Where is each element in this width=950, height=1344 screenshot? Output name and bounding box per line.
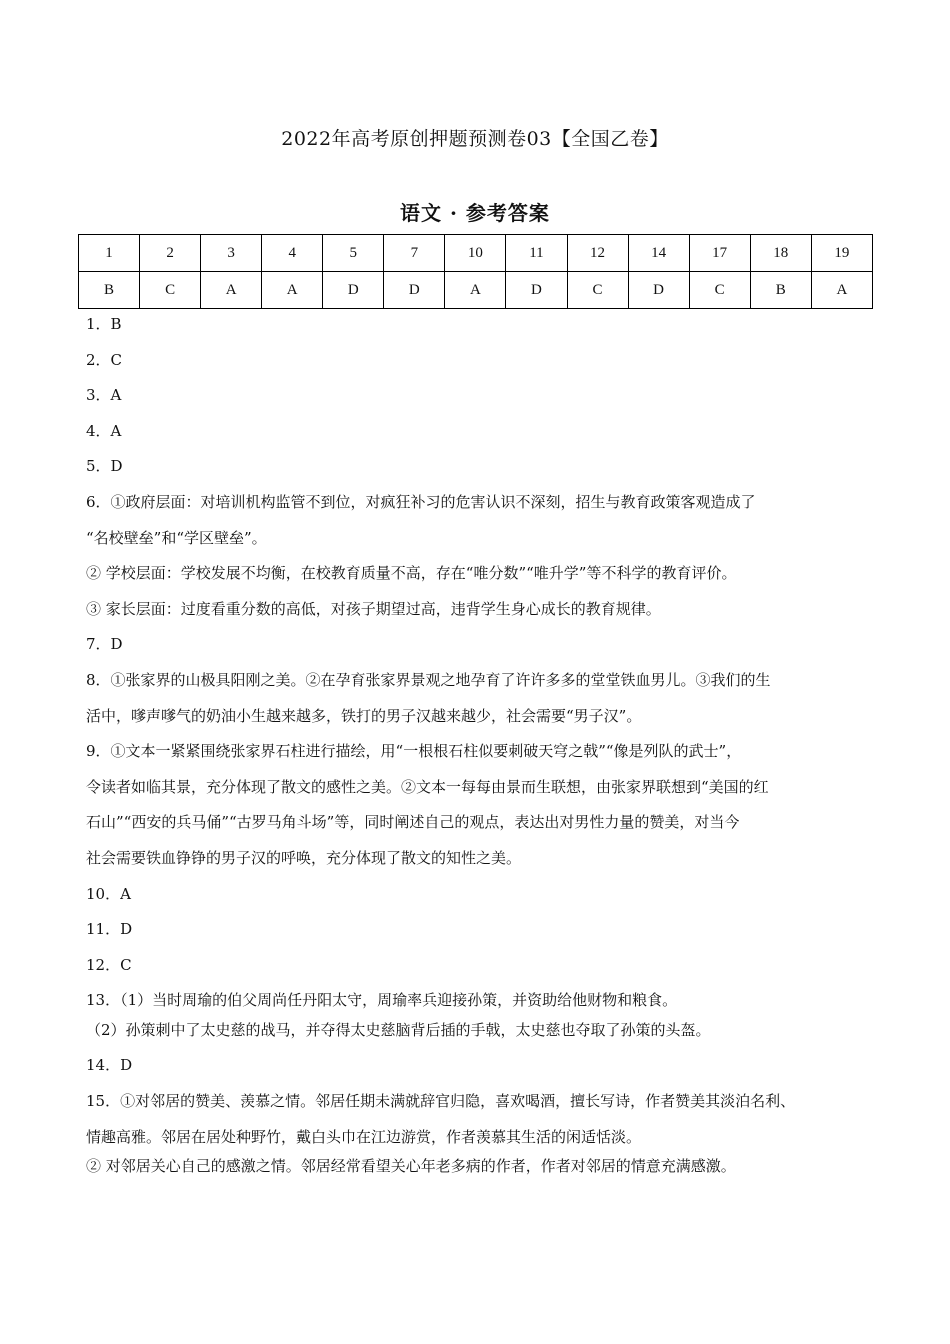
answer-cell: A xyxy=(201,272,262,309)
answer-line: （2）孙策刺中了太史慈的战马，并夺得太史慈脑背后插的手戟，太史慈也夺取了孙策的头盔。 xyxy=(86,1020,711,1039)
answer-cell: A xyxy=(811,272,872,309)
answer-line: “名校壁垒”和“学区壁垒”。 xyxy=(86,528,267,547)
answer-cell: D xyxy=(384,272,445,309)
answer-cell: A xyxy=(262,272,323,309)
answer-line: 活中，嗲声嗲气的奶油小生越来越多，铁打的男子汉越来越少，社会需要“男子汉”。 xyxy=(86,706,642,725)
question-number-cell: 3 xyxy=(201,235,262,272)
answer-cell: C xyxy=(140,272,201,309)
answer-cell: C xyxy=(567,272,628,309)
answer-cell: D xyxy=(323,272,384,309)
answer-line: 2．C xyxy=(86,350,123,369)
answer-line: 情趣高雅。邻居在居处种野竹，戴白头巾在江边游赏，作者羡慕其生活的闲适恬淡。 xyxy=(86,1127,642,1146)
answer-line: 15．①对邻居的赞美、羡慕之情。邻居任期未满就辞官归隐，喜欢喝酒，擅长写诗，作者赞美其淡泊名利、 xyxy=(86,1091,796,1110)
answer-line: ③ 家长层面：过度看重分数的高低，对孩子期望过高，违背学生身心成长的教育规律。 xyxy=(86,599,661,618)
question-number-cell: 10 xyxy=(445,235,506,272)
answer-line: 14．D xyxy=(86,1056,133,1075)
answer-line: 9．①文本一紧紧围绕张家界石柱进行描绘，用“一根根石柱似要刺破天穹之戟”“像是列队的武士”， xyxy=(86,742,742,761)
page-title: 2022年高考原创押题预测卷03【全国乙卷】 xyxy=(281,128,669,150)
question-number-cell: 14 xyxy=(628,235,689,272)
answer-cell: D xyxy=(506,272,567,309)
answer-line: 11．D xyxy=(86,920,133,939)
answer-line: 7．D xyxy=(86,635,123,654)
answer-line: 12．C xyxy=(86,955,132,974)
question-number-cell: 19 xyxy=(811,235,872,272)
answer-line: 令读者如临其景，充分体现了散文的感性之美。②文本一每每由景而生联想，由张家界联想到“美国的红 xyxy=(86,777,769,796)
answer-line: ② 学校层面：学校发展不均衡，在校教育质量不高，存在“唯分数”“唯升学”等不科学的教育评价。 xyxy=(86,564,737,583)
answer-table-answer-row xyxy=(79,272,873,309)
answer-line: 4．A xyxy=(86,421,122,440)
question-number-cell: 18 xyxy=(750,235,811,272)
question-number-cell: 2 xyxy=(140,235,201,272)
question-number-cell: 11 xyxy=(506,235,567,272)
answer-cell: B xyxy=(79,272,140,309)
answer-line: 8．①张家界的山极具阳刚之美。②在孕育张家界景观之地孕育了许许多多的堂堂铁血男儿。③我们的生 xyxy=(86,670,771,689)
answer-line: ② 对邻居关心自己的感激之情。邻居经常看望关心年老多病的作者，作者对邻居的情意充满感激。 xyxy=(86,1157,736,1176)
question-number-cell: 1 xyxy=(79,235,140,272)
answer-cell: B xyxy=(750,272,811,309)
answer-line: 13．（1）当时周瑜的伯父周尚任丹阳太守，周瑜率兵迎接孙策，并资助给他财物和粮食。 xyxy=(86,991,678,1010)
question-number-cell: 17 xyxy=(689,235,750,272)
answer-line: 6．①政府层面：对培训机构监管不到位，对疯狂补习的危害认识不深刻，招生与教育政策客观造成了 xyxy=(86,492,756,511)
answer-line: 10．A xyxy=(86,884,131,903)
answer-table xyxy=(78,234,873,309)
answer-line: 社会需要铁血铮铮的男子汉的呼唤，充分体现了散文的知性之美。 xyxy=(86,848,522,867)
answer-line: 5．D xyxy=(86,457,123,476)
answer-cell: D xyxy=(628,272,689,309)
answer-line: 1．B xyxy=(86,315,122,333)
question-number-cell: 7 xyxy=(384,235,445,272)
page-subtitle: 语文 · 参考答案 xyxy=(400,201,550,225)
question-number-cell: 4 xyxy=(262,235,323,272)
answer-explanations xyxy=(86,311,876,1189)
answer-cell: C xyxy=(689,272,750,309)
answer-cell: A xyxy=(445,272,506,309)
answer-line: 3．A xyxy=(86,386,122,405)
answer-line: 石山”“西安的兵马俑”“古罗马角斗场”等，同时阐述自己的观点，表达出对男性力量的赞美，对当今 xyxy=(86,813,740,832)
question-number-cell: 12 xyxy=(567,235,628,272)
answer-table-header-row xyxy=(79,235,873,272)
question-number-cell: 5 xyxy=(323,235,384,272)
